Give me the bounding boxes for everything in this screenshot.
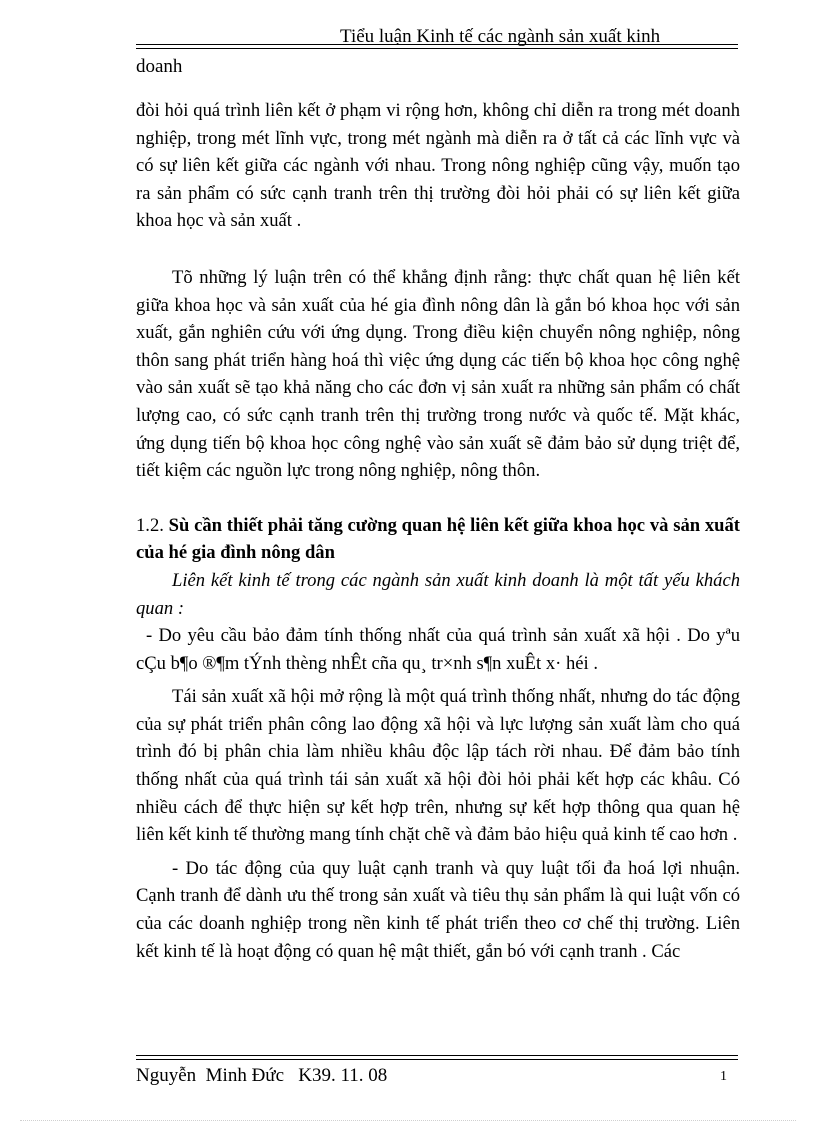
paragraph-1: đòi hỏi quá trình liên kết ở phạm vi rộng hơn, không chỉ diễn ra trong mét doanh nghiệp, trong mét lĩnh vực, trong mét ngành mà diễn ra ở tất cả các lĩnh vực và có sự liên kết giữa các ngành với nhau. Trong nông nghiệp cũng vậy, muốn tạo ra sản phẩm có sức cạnh tranh trên thị trường đòi hỏi phải có sự liên kết giữa khoa học và sản xuất .: [136, 100, 740, 232]
page-number: 1: [720, 1069, 727, 1084]
header-title: Tiểu luận Kinh tế các ngành sản xuất kinh: [340, 26, 661, 47]
footer-rule: [136, 1055, 738, 1060]
section-number: 1.2.: [136, 514, 169, 536]
footer-author: Nguyễn Minh Đức K39. 11. 08: [136, 1065, 388, 1086]
paragraph-garbled: - Do yêu cầu bảo đảm tính thống nhất của quá trình sản xuất xã hội . Do yªu cÇu b¶o ®¶m tÝnh thèng nhÊt cña qu¸ tr×nh s¶n xuÊt x· héi .: [136, 625, 740, 674]
paragraph-italic: Liên kết kinh tế trong các ngành sản xuất kinh doanh là một tất yếu khách quan :: [136, 569, 740, 619]
page-bottom-border: [20, 1120, 796, 1121]
section-title: Sù cần thiết phải tăng cường quan hệ liên kết giữa khoa học và sản xuất của hé gia đình nông dân: [136, 514, 740, 564]
paragraph-2: Tõ những lý luận trên có thể khẳng định rằng: thực chất quan hệ liên kết giữa khoa học và sản xuất của hé gia đình nông dân là gắn bó khoa học với sản xuất, gắn nghiên cứu với ứng dụng. Trong điều kiện chuyển nông nghiệp, nông thôn sang phát triển hàng hoá thì việc ứng dụng các tiến bộ khoa học công nghệ vào sản xuất sẽ tạo khả năng cho các đơn vị sản xuất ra những sản phẩm có chất lượng cao, có sức cạnh tranh trên thị trường trong nước và quốc tế. Mặt khác, ứng dụng tiến bộ khoa học công nghệ vào sản xuất sẽ đảm bảo sử dụng triệt để, tiết kiệm các nguồn lực trong nông nghiệp, nông thôn.: [136, 266, 740, 482]
paragraph-4: - Do tác động của quy luật cạnh tranh và quy luật tối đa hoá lợi nhuận. Cạnh tranh để dành ưu thế trong sản xuất và tiêu thụ sản phẩm là qui luật vốn có của các doanh nghiệp trong nền kinh tế phát triển theo cơ chế thị trường. Liên kết kinh tế là hoạt động có quan hệ mật thiết, gắn bó với cạnh tranh . Các: [136, 857, 740, 962]
header-rule: [136, 44, 738, 49]
section-heading: [136, 512, 740, 567]
header-title-continuation: doanh: [136, 56, 183, 77]
body-text: [136, 97, 740, 965]
paragraph-3: Tái sản xuất xã hội mở rộng là một quá trình thống nhất, nhưng do tác động của sự phát triển phân công lao động xã hội và lực lượng sản xuất làm cho quá trình đó bị phân chia làm nhiều khâu độc lập tách rời nhau. Để đảm bảo tính thống nhất của quá trình tái sản xuất xã hội đòi hỏi phải kết hợp các khâu. Có nhiều cách để thực hiện sự kết hợp trên, nhưng sự kết hợp thông qua quan hệ liên kết kinh tế thường mang tính chặt chẽ và đảm bảo hiệu quả kinh tế cao hơn .: [136, 686, 740, 846]
